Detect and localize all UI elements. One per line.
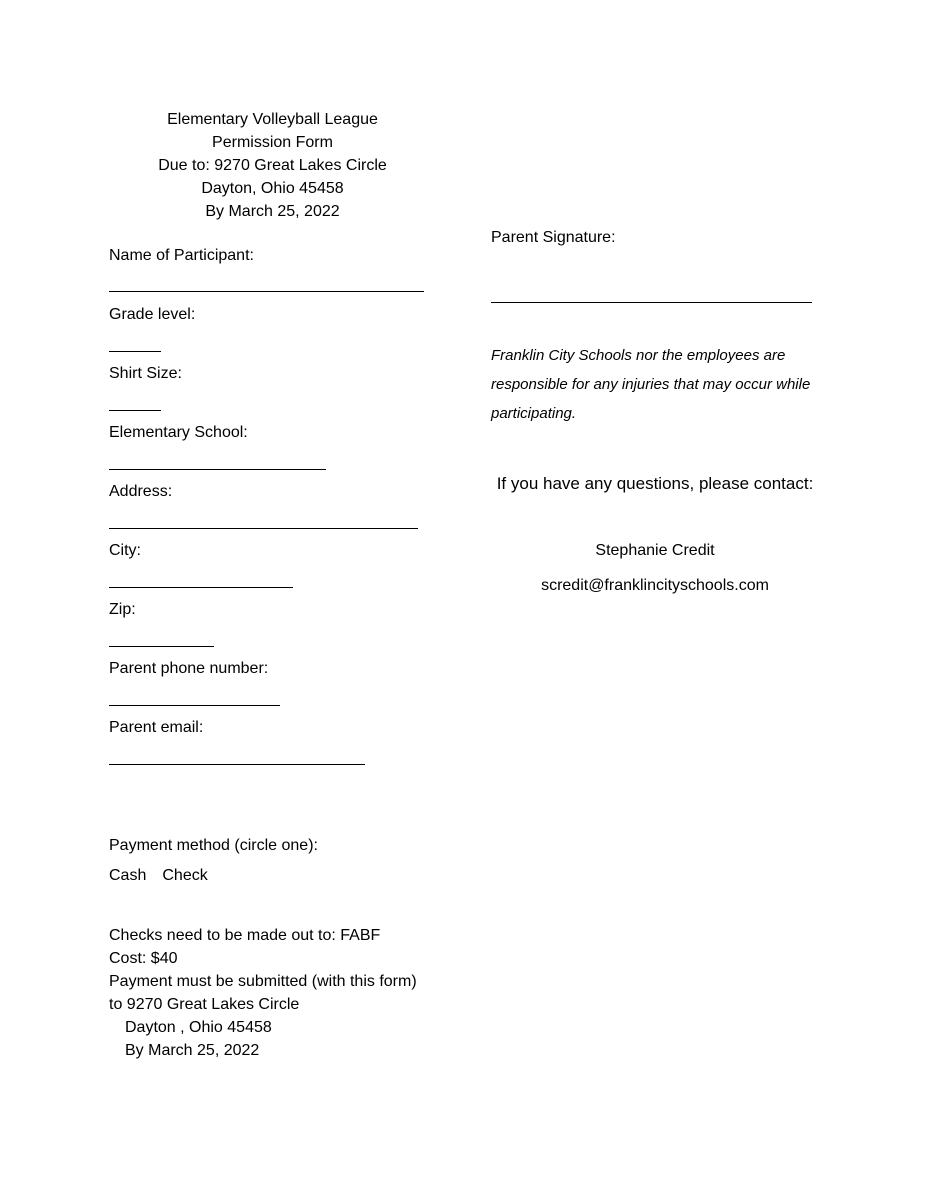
parent-phone-line[interactable] [109, 705, 280, 706]
contact-email[interactable]: scredit@franklincityschools.com [541, 577, 769, 594]
cost-text: Cost: $40 [109, 950, 178, 967]
parent-email-line[interactable] [109, 764, 365, 765]
submission-city-zip: Dayton , Ohio 45458 [125, 1019, 272, 1036]
header-city-zip: Dayton, Ohio 45458 [201, 180, 344, 197]
header-subtitle: Permission Form [212, 134, 333, 151]
disclaimer-line: responsible for any injuries that may occur while [491, 376, 811, 393]
disclaimer-line: Franklin City Schools nor the employees are [491, 347, 786, 364]
parent-signature-line[interactable] [491, 302, 812, 303]
form-header [110, 108, 435, 223]
contact-heading: If you have any questions, please contact: [496, 474, 814, 493]
grade-level-line[interactable] [109, 351, 161, 352]
payment-method-label: Payment method (circle one): [109, 837, 318, 854]
header-due-date: By March 25, 2022 [205, 203, 340, 220]
parent-signature-label: Parent Signature: [491, 229, 616, 246]
address-label: Address: [109, 483, 173, 500]
participant-name-line[interactable] [109, 291, 424, 292]
submission-address: to 9270 Great Lakes Circle [109, 996, 300, 1013]
contact-name: Stephanie Credit [595, 542, 715, 559]
city-label: City: [109, 542, 141, 559]
header-due-address: Due to: 9270 Great Lakes Circle [158, 157, 387, 174]
payment-option-cash[interactable]: Cash [109, 867, 147, 884]
shirt-size-label: Shirt Size: [109, 365, 182, 382]
payment-option-check[interactable]: Check [162, 867, 208, 884]
elementary-school-label: Elementary School: [109, 424, 248, 441]
header-title: Elementary Volleyball League [167, 111, 378, 128]
submission-date: By March 25, 2022 [125, 1042, 260, 1059]
elementary-school-line[interactable] [109, 469, 326, 470]
submission-text: Payment must be submitted (with this form) [109, 973, 417, 990]
address-line[interactable] [109, 528, 418, 529]
participant-name-label: Name of Participant: [109, 247, 254, 264]
zip-label: Zip: [109, 601, 136, 618]
checks-payable-text: Checks need to be made out to: FABF [109, 927, 381, 944]
shirt-size-line[interactable] [109, 410, 161, 411]
grade-level-label: Grade level: [109, 306, 196, 323]
zip-line[interactable] [109, 646, 214, 647]
parent-email-label: Parent email: [109, 719, 204, 736]
payment-options [109, 866, 208, 886]
payment-instructions [109, 924, 417, 1062]
disclaimer-line: participating. [491, 405, 577, 422]
city-line[interactable] [109, 587, 293, 588]
liability-disclaimer [491, 341, 831, 428]
parent-phone-label: Parent phone number: [109, 660, 269, 677]
